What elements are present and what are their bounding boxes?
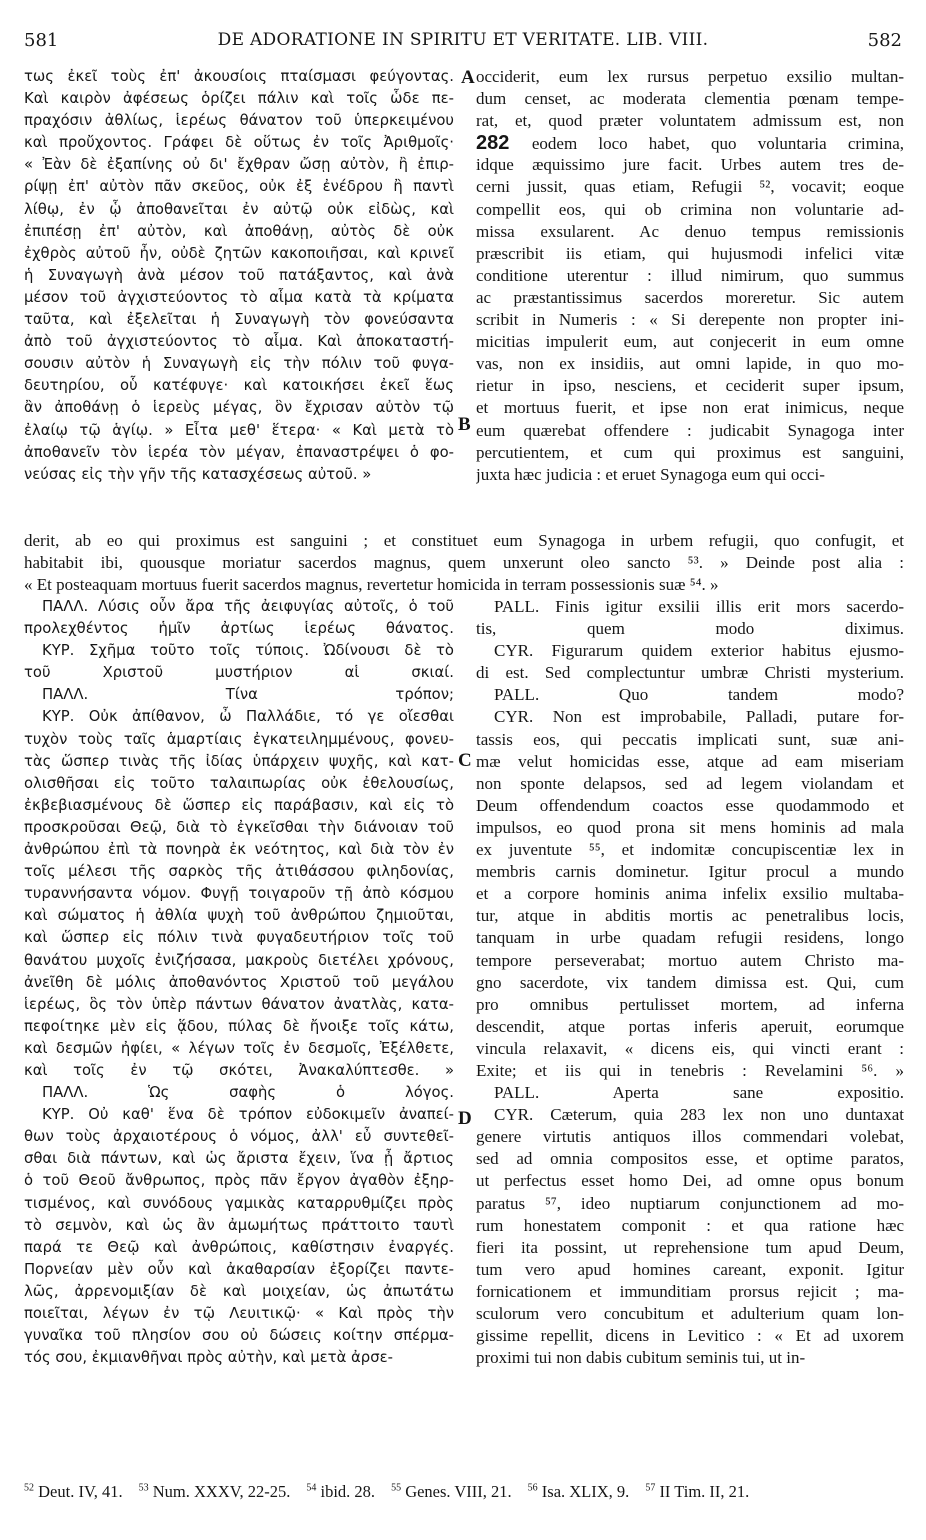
text-line: ΚΥΡ. Οὐκ ἀπίθανον, ὦ Παλλάδιε, τό γε οἴεσθαι: [42, 708, 454, 726]
running-title: DE ADORATIONE IN SPIRITU ET VERITATE. LIB. VIII.: [217, 30, 709, 50]
full-width-latin: [24, 530, 904, 596]
text-line: ἀπὸ τοῦ ἀγχιστεύοντος τὸ αἷμα. Καὶ ἀποκαταστή-: [24, 333, 454, 351]
footnote-number: 53: [138, 1482, 149, 1494]
text-line: Πορνείαν μὲν οὖν καὶ ἀκαθαρσίαν ἐξορίζει παντε-: [24, 1260, 454, 1278]
text-line: cerni jussit, quas etiam, Refugii ⁵², vocavit; eoque: [476, 177, 904, 197]
greek-column-bottom: [24, 596, 454, 1369]
text-line: ΚΥΡ. Οὐ καθ' ἕνα δὲ τρόπον εὐδοκιμεῖν ἀναπεί-: [42, 1106, 454, 1124]
text-line: λίθῳ, ἐν ᾧ ἀποθανεῖται ἐν αὐτῷ οὐκ εἰδὼς, καὶ: [24, 200, 454, 218]
text-line: CYR. Figurarum quidem exterior habitus ejusmo-: [494, 641, 904, 661]
right-page-number: 582: [867, 30, 902, 51]
footnote-text: Deut. IV, 41.: [34, 1482, 123, 1501]
text-line: sculorum vero concubitum et adulterium quam lon-: [476, 1304, 904, 1323]
text-line: CYR. Cæterum, quia 283 lex non uno duntaxat: [494, 1105, 904, 1125]
text-line: ἐκβεβιασμένους δὲ ὥσπερ εἰς παράβασιν, καὶ εἰς τὸ: [24, 796, 454, 814]
text-line: descendit, atque portas inferis aperuit, eorumque: [476, 1016, 904, 1036]
text-line: ἐπιπέσῃ ἐπ' αὐτὸν, καὶ ἀποθάνῃ, αὐτὸς δὲ οὐκ: [24, 222, 454, 240]
margin-letter-a: A: [461, 67, 475, 88]
text-line: τοῦ Χριστοῦ μυστήριον αἱ σκιαί.: [24, 664, 454, 682]
text-line: proximi tui non dabis cubitum seminis tui, ut in-: [476, 1348, 806, 1368]
text-line: δευτηρίου, οὗ κατέφυγε· καὶ κατοικήσει ἐκεῖ ἕως: [24, 377, 454, 395]
text-line: missa exsularent. Ac denuo tempus remissionis: [476, 221, 904, 241]
footnote: [139, 1482, 291, 1502]
text-line: rum honestatem componit : et qua ratione hæc: [476, 1215, 904, 1235]
text-line: τυραννήσαντα νόμον. Φυγῇ τοιγαροῦν τῇ ἀπὸ κόσμου: [24, 885, 454, 903]
text-line: καὶ τοῖς ἐν τῷ σκότει, Ἀνακαλύπτεσθε. »: [24, 1061, 454, 1079]
text-line: PALL. Quo tandem modo?: [494, 685, 904, 705]
text-line: occiderit, eum lex rursus perpetuo exsilio multan-: [476, 67, 904, 86]
text-line: ἀνεῖθη δὲ μόλις ἀποθανόντος Χριστοῦ τοῦ μεγάλου: [24, 973, 454, 991]
text-line: tanquam in urbe quadam refugii residens, longo: [476, 928, 904, 948]
text-line: γυναῖκα τοῦ πλησίον σου οὐ δώσεις κοίτην σπέρμα-: [24, 1327, 454, 1345]
text-line: ρίψῃ ἐπ' αὐτὸν πᾶν σκεῦος, οὐκ ἐξ ἐνέδρου ἢ παντὶ: [24, 178, 454, 196]
text-line: προλεχθέντος ἡμῖν ἀρτίως ἱερέως θάνατος.: [24, 620, 454, 638]
footnote: [645, 1482, 749, 1502]
footnotes: [24, 1482, 904, 1502]
text-line: « Et posteaquam mortuus fuerit sacerdos magnus, revertetur homicida in terram possessionis suæ ⁵⁴. »: [24, 575, 719, 595]
footnote-text: Num. XXXV, 22-25.: [148, 1482, 291, 1501]
text-line: [476, 132, 904, 154]
text-line: et mortuus fuerit, et ipse non erat inimicus, neque: [476, 398, 904, 418]
text-line: mæ velut homicidas esse, atque ad eam miseriam: [476, 751, 904, 771]
footnote-text: ibid. 28.: [316, 1482, 376, 1501]
footnote: [528, 1482, 630, 1502]
text-line: scribit in Numeris : « Si derepente non propter ini-: [476, 310, 904, 330]
text-line: ἂν ἀποθάνῃ ὁ ἱερεὺς μέγας, ὃν ἔχρισαν αὐτὸν τῷ: [24, 399, 454, 417]
footnote-text: Isa. XLIX, 9.: [537, 1482, 630, 1501]
text-line: idque æquissimo jure facit. Urbes autem tres de-: [476, 155, 904, 175]
text-line: ποιεῖται, λέγων ἐν τῷ Λευιτικῷ· « Καὶ πρὸς τὴν: [24, 1305, 454, 1322]
text-line: τὰς ὥσπερ τινὰς τῆς ἰδίας ὑπάρχειν ψυχῆς, καὶ κατ-: [24, 752, 454, 770]
text-line: gno sacerdote, vix tandem dimissa est. Qui, cum: [476, 972, 904, 992]
text-line: tassis eos, qui peccatis implicati sunt, suæ ani-: [476, 729, 904, 749]
text-line: Deum offendendum coactos esse quodammodo et: [476, 795, 904, 815]
latin-column-bottom: [476, 596, 904, 1369]
text-line: Καὶ καιρὸν ἀφέσεως ὁρίζει πάλιν καὶ τοῖς ὧδε πε-: [24, 90, 454, 108]
text-line: impulsos, eo quod prona sit mens hominis ad mala: [476, 817, 904, 837]
text-line: ολισθῆσαι εἰς τοῦτο ταλαιπωρίας οὐκ ἐθελουσίως,: [24, 774, 454, 792]
footnote: [306, 1482, 375, 1502]
text-line: καὶ προὔχοντος. Γράφει δὲ οὕτως ἐν τοῖς Ἀριθμοῖς·: [24, 134, 454, 152]
text-line: rietur in ipso, nesciens, et ceciderit super ipsum,: [476, 376, 904, 396]
text-line: non sponte delapsos, sed ad legem violandam et: [476, 773, 904, 793]
text-line: tur, atque in abditis mortis ac penetralibus locis,: [476, 906, 904, 926]
text-line: λῶς, ἀρρενομιξίαν δὲ καὶ μοιχείαν, ὡς ἀπωτάτω: [24, 1282, 454, 1300]
text-line: τυχὸν τοὺς ταῖς ἁμαρτίαις ἐγκατειλημμένους, φονευ-: [24, 730, 454, 748]
latin-column-top: [476, 66, 904, 486]
text-line: ΠΑΛΛ. Ὡς σαφὴς ὁ λόγος.: [42, 1084, 454, 1102]
text-line: πραχόσιν ἀθλίως, ἱερέως θάνατον τοῦ ὑπερκειμένου: [24, 112, 454, 130]
text-line: ex juventute ⁵⁵, et indomitæ concupiscentiæ lex in: [476, 840, 904, 860]
text-line: sed ad omnia compositos esse, et optime paratos,: [476, 1149, 904, 1169]
text-line: genere virtutis antiquos illos commendari volebat,: [476, 1127, 904, 1147]
text-line: compellit eos, qui ob crimina non voluntarie ad-: [476, 199, 904, 219]
text-line: τός σου, ἐκμιανθῆναι πρὸς αὐτὴν, καὶ μετὰ ἀρσε-: [24, 1349, 393, 1367]
footnote-text: II Tim. II, 21.: [655, 1482, 750, 1501]
footnote: [24, 1482, 123, 1502]
text-line: τοῖς μέλεσι τῆς σαρκὸς τῆς ἀτιθάσσου φιληδονίας,: [24, 863, 454, 881]
text-line: καὶ σώματος ἡ ἀθλία ψυχὴ τοῦ ἀνθρώπου ζημιοῦται,: [24, 907, 454, 925]
text-line: ἀνθρώπου ἐπὶ τὰ πονηρὰ ἐκ νεότητος, καὶ διὰ τὸν ἐν: [24, 841, 454, 859]
text-line: pro omnibus pertulisset mortem, ad inferna: [476, 994, 904, 1014]
text-line: « Ἐὰν δὲ ἐξαπίνης οὐ δι' ἔχθραν ὤσῃ αὐτὸν, ἢ ἐπιρ-: [24, 156, 454, 174]
text-line: Exite; et iis qui in tenebris : Revelamini ⁵⁶. »: [476, 1060, 904, 1080]
text-line: σθαι διὰ πάντων, καὶ ὡς ἄριστα ἔχειν, ἵνα ᾖ ἄρτιος: [24, 1150, 454, 1168]
running-header: [24, 30, 902, 60]
text-line: vincula relaxavit, « dicens eis, qui vincti erant :: [476, 1038, 904, 1058]
margin-letter-c: C: [458, 750, 472, 771]
text-line: θανάτου μυχοῖς ἐνιζήσασα, μακροὺς διετέλει χρόνους,: [24, 951, 454, 969]
text-line: ἐλαίῳ τῷ ἁγίῳ. » Εἶτα μεθ' ἕτερα· « Καὶ μετὰ τὸ: [24, 421, 454, 439]
text-line: dum censet, ac moderata clementia pœnam tempe-: [476, 89, 904, 109]
text-line: CYR. Non est improbabile, Palladi, putare for-: [494, 707, 904, 727]
text-line: PALL. Aperta sane expositio.: [494, 1083, 904, 1103]
text-line: tum vero apud homines careant, exponit. Igitur: [476, 1259, 904, 1279]
text-line: νεύσας εἰς τὴν γῆν τῆς κατασχέσεως αὐτοῦ. »: [24, 465, 372, 483]
footnote: [391, 1482, 512, 1502]
text-line: micitias impulerit eum, aut conjecerit in eum omne: [476, 332, 904, 352]
text-line: προσκροῦσαι Θεῷ, διὰ τὸ ἐγκεῖσθαι τὴν διάνοιαν τοῦ: [24, 818, 454, 836]
text-line: τὸ σεμνὸν, καὶ ὡς ἂν ἀμωμήτως πράττοιτο ταυτὶ: [24, 1216, 454, 1234]
text-line: ἐχθρὸς αὐτοῦ ἦν, οὐδὲ ζητῶν κακοποιῆσαι, καὶ κρινεῖ: [24, 244, 454, 262]
text-line: juxta hæc judicia : et eruet Synagoga eum qui occi-: [476, 464, 825, 484]
left-page-number: 581: [24, 30, 59, 51]
footnote-number: 55: [391, 1482, 402, 1494]
text-line: ἀποθανεῖν τὸν ἱερέα τὸν μέγαν, ἐπαναστρέψει ὁ φο-: [24, 443, 454, 461]
text-line: ac præstantissimus sacerdos moreretur. Sic autem: [476, 287, 904, 307]
text-line: et a corpore hominis anima infelix exsilio multaba-: [476, 884, 904, 904]
text-line: paratus ⁵⁷, ideo nuptiarum conjunctionem ad mo-: [476, 1193, 904, 1213]
margin-letter-b: B: [458, 414, 471, 435]
text-line: ὁ τοῦ Θεοῦ ἄνθρωπος, πρὸς πᾶν ἔργον ἀγαθὸν ἐξηρ-: [24, 1172, 454, 1190]
footnote-text: Genes. VIII, 21.: [401, 1482, 512, 1501]
text-line: PALL. Finis igitur exsilii illis erit mors sacerdo-: [494, 597, 904, 616]
text-line: παρά τε Θεῷ καὶ ἀνθρώποις, καθίστησιν ἐναργές.: [24, 1238, 454, 1256]
footnote-number: 56: [527, 1482, 538, 1494]
footnote-number: 54: [306, 1482, 317, 1494]
text-line: θων τοὺς ἀρχαιοτέρους ὁ νόμος, ἀλλ' εὖ συντεθεῖ-: [24, 1128, 454, 1146]
text-line: di est. Sed complectuntur umbræ Christi mysterium.: [476, 663, 904, 683]
text-line: ΠΑΛΛ. Τίνα τρόπον;: [42, 686, 454, 704]
text-line: rat, et, quod præter voluntatem admissum est, non: [476, 111, 904, 131]
text-line: καὶ δεσμῶν ἠφίει, « λέγων τοῖς ἐν δεσμοῖς, Ἐξέλθετε,: [24, 1039, 454, 1057]
text-line: ΠΑΛΛ. Λύσις οὖν ἄρα τῆς ἀειφυγίας αὐτοῖς, ὁ τοῦ: [42, 598, 454, 615]
text-line: ΚΥΡ. Σχῆμα τοῦτο τοῖς τύποις. Ὠδίνουσι δὲ τὸ: [42, 642, 454, 660]
margin-letter-d: D: [458, 1108, 472, 1129]
text-line-rest: eodem loco habet, quo voluntaria crimina,: [531, 134, 904, 154]
text-line: μέσον τοῦ ἀγχιστεύοντος τὸ αἷμα κατὰ τὰ κρίματα: [24, 288, 454, 306]
text-line: τισμένος, καὶ συνόδους γαμικὰς καταρρυθμίζει πρὸς: [24, 1194, 454, 1212]
text-line: vas, non ex insidiis, aut omni lapide, in quo mo-: [476, 354, 904, 374]
text-line: ἡ Συναγωγὴ ἀνὰ μέσον τοῦ πατάξαντος, καὶ ἀνὰ: [24, 266, 454, 284]
text-line: habitabit ibi, quousque moriatur sacerdos magnus, quem unxerunt oleo sancto ⁵³. » Deinde post alia :: [24, 553, 904, 573]
text-line: fieri ita possint, ut reprehensione tum apud Deum,: [476, 1237, 904, 1257]
text-line: σουσιν αὐτὸν ἡ Συναγωγὴ εἰς τὴν πόλιν τοῦ φυγα-: [24, 355, 454, 373]
text-line: fornicationem et immunditiam prorsus rejicit ; ma-: [476, 1281, 904, 1301]
text-line: percutientem, et cum qui proximus est sanguini,: [476, 442, 904, 462]
text-line: ἱερέως, ὃς τὸν ὑπὲρ πάντων θάνατον ἀνατλὰς, κατα-: [24, 995, 454, 1013]
text-line: ut perfectus esset homo Dei, ad omne opus bonum: [476, 1171, 904, 1191]
text-line: eum quærebat offendere : judicabit Synagoga inter: [476, 420, 904, 440]
text-line: πεφοίτηκε μὲν εἰς ᾅδου, πύλας δὲ ἤνοιξε τοῖς κάτω,: [24, 1017, 454, 1035]
text-line: τως ἐκεῖ τοὺς ἐπ' ἀκουσίοις πταίσμασι φεύγοντας.: [24, 68, 454, 85]
text-line: tempore perseverabat; mortuo autem Christo ma-: [476, 950, 904, 970]
page-mark: 282: [476, 132, 532, 155]
text-line: ταῦτα, καὶ ἐξελεῖται ἡ Συναγωγὴ τὸν φονεύσαντα: [24, 311, 454, 329]
text-line: præscribit iis etiam, qui hujusmodi infelici vitæ: [476, 243, 904, 263]
greek-column-top: [24, 66, 454, 486]
footnote-number: 57: [645, 1482, 656, 1494]
footnote-number: 52: [24, 1482, 34, 1494]
text-line: conditione uterentur : illud nimirum, quo summus: [476, 265, 904, 285]
text-line: gissime repellit, dicens in Levitico : « Et ad uxorem: [476, 1326, 904, 1346]
text-line: tis, quem modo diximus.: [476, 619, 904, 639]
text-line: membris carnis dominetur. Igitur procul a mundo: [476, 862, 904, 882]
text-line: derit, ab eo qui proximus est sanguini ; et constituet eum Synagoga in urbem refugii, quo confugit, et: [24, 531, 904, 550]
text-line: καὶ ὥσπερ εἰς πόλιν τινὰ φυγαδευτήριον τοῖς τοῦ: [24, 929, 454, 947]
